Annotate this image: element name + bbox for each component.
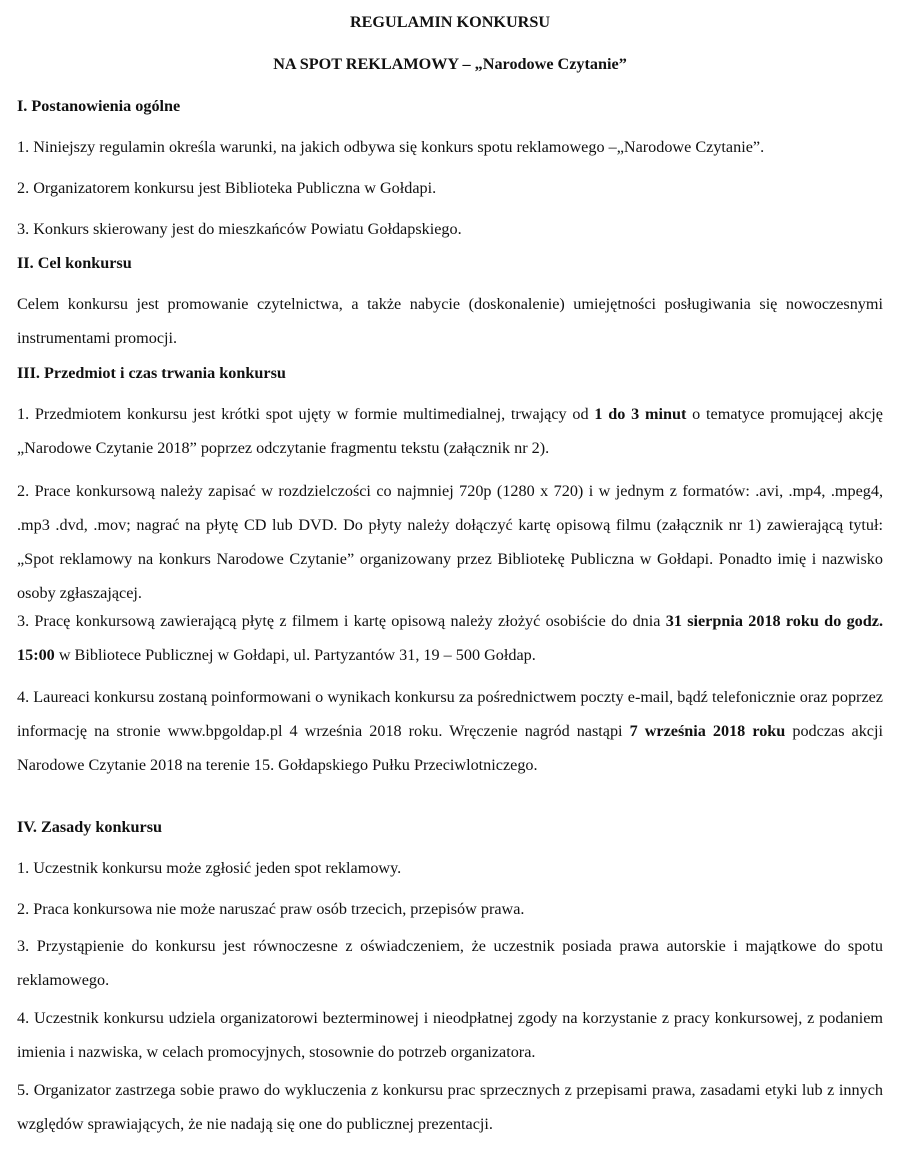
section-1-item-3: 3. Konkurs skierowany jest do mieszkańców Powiatu Gołdapskiego. — [17, 220, 462, 238]
section-4-item-3: 3. Przystąpienie do konkursu jest równoczesne z oświadczeniem, że uczestnik posiada prawa autorskie i majątkowe do spotu reklamowego. — [17, 937, 883, 989]
item-bold-text: 31 sierpnia 2018 roku do godz. 15:00 — [17, 612, 883, 664]
section-1-item-1: 1. Niniejszy regulamin określa warunki, na jakich odbywa się konkurs spotu reklamowego –„Narodowe Czytanie”. — [17, 138, 765, 156]
document-subtitle: NA SPOT REKLAMOWY – „Narodowe Czytanie” — [273, 55, 627, 73]
section-heading-2: II. Cel konkursu — [17, 254, 132, 272]
section-heading-1: I. Postanowienia ogólne — [17, 97, 181, 115]
section-4-item-2: 2. Praca konkursowa nie może naruszać praw osób trzecich, przepisów prawa. — [17, 900, 525, 918]
section-3-item-2: 2. Prace konkursową należy zapisać w rozdzielczości co najmniej 720p (1280 x 720) i w jednym z formatów: .avi, .mp4, .mpeg4, .mp3 .dvd, .mov; nagrać na płytę CD lub DVD. Do płyty należy dołączyć kartę opisową filmu (załącznik nr 1) zawierającą tytuł: „Spot reklamowy na konkurs Narodowe Czytanie” organizowany przez Bibliotekę Publiczna w Gołdapi. Ponadto imię i nazwisko osoby zgłaszającej. — [17, 482, 883, 602]
section-heading-3: III. Przedmiot i czas trwania konkursu — [17, 364, 286, 382]
section-4-item-1: 1. Uczestnik konkursu może zgłosić jeden spot reklamowy. — [17, 859, 402, 877]
document-title: REGULAMIN KONKURSU — [349, 13, 551, 31]
section-1-item-2: 2. Organizatorem konkursu jest Biblioteka Publiczna w Gołdapi. — [17, 179, 437, 197]
section-4-item-5: 5. Organizator zastrzega sobie prawo do wykluczenia z konkursu prac sprzecznych z przepisami prawa, zasadami etyki lub z innych względów sprawiających, że nie nadają się one do publicznej prezentacji. — [17, 1081, 883, 1133]
item-text: 1. Przedmiotem konkursu jest krótki spot ujęty w formie multimedialnej, trwający od — [17, 405, 595, 423]
item-text: 4. Laureaci konkursu zostaną poinformowani o wynikach konkursu za pośrednictwem poczty e-mail, bądź telefonicznie oraz poprzez informację na stronie www.bpgoldap.pl 4 września 2018 roku. Wręczenie nagród nastąpi — [17, 688, 883, 740]
section-3-item-3 — [17, 604, 883, 672]
section-3-item-4 — [17, 680, 883, 782]
section-3-item-1 — [17, 397, 883, 465]
item-text: podczas akcji Narodowe Czytanie 2018 na terenie 15. Gołdapskiego Pułku Przeciwlotniczego. — [17, 722, 883, 774]
section-heading-4: IV. Zasady konkursu — [17, 818, 163, 836]
item-bold-text: 1 do 3 minut — [594, 405, 687, 423]
item-bold-text: 7 września 2018 roku — [629, 722, 786, 740]
item-text: 3. Pracę konkursową zawierającą płytę z filmem i kartę opisową należy złożyć osobiście do dnia — [17, 612, 666, 630]
section-2-paragraph: Celem konkursu jest promowanie czytelnictwa, a także nabycie (doskonalenie) umiejętności posługiwania się nowoczesnymi instrumentami promocji. — [17, 295, 883, 347]
item-text: w Bibliotece Publicznej w Gołdapi, ul. Partyzantów 31, 19 – 500 Gołdap. — [54, 646, 536, 664]
section-4-item-4: 4. Uczestnik konkursu udziela organizatorowi bezterminowej i nieodpłatnej zgody na korzystanie z pracy konkursowej, z podaniem imienia i nazwiska, w celach promocyjnych, stosownie do potrzeb organizatora. — [17, 1009, 883, 1061]
item-text: o tematyce promującej akcję „Narodowe Czytanie 2018” poprzez odczytanie fragmentu tekstu (załącznik nr 2). — [17, 405, 883, 457]
